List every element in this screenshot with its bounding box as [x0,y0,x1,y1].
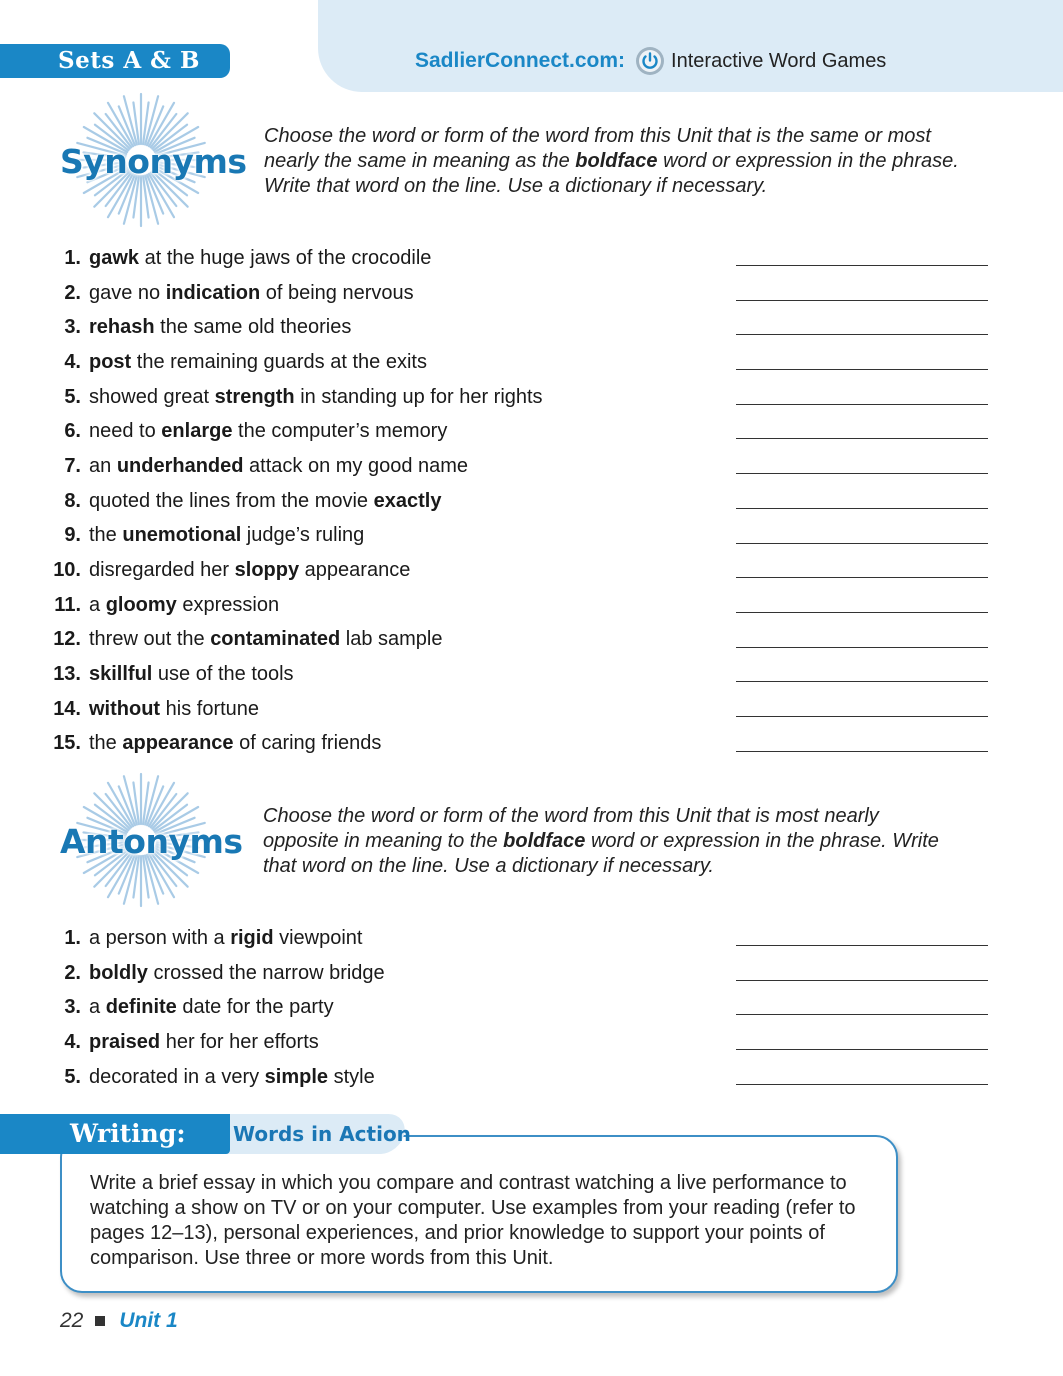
answer-line[interactable] [736,1014,988,1015]
phrase-text: at the huge jaws of the crocodile [139,246,432,269]
item-number: 7. [64,454,81,477]
item-number: 15. [53,732,81,755]
phrase-text: quoted the lines from the movie [89,489,374,512]
instructions-text: Choose the word or form of the word from this Unit that is the same or most nearly the same in meaning as the [264,125,931,172]
phrase-text: a [89,593,106,616]
boldface-word: without [89,697,161,720]
phrase-text: disregarded her [89,559,235,582]
phrase-text: of caring friends [233,732,382,755]
item-phrase [89,732,381,755]
item-number: 6. [64,420,81,443]
words-in-action-label: Words in Action [233,1122,411,1146]
item-phrase [89,420,447,443]
boldface-word: indication [165,281,261,304]
answer-line[interactable] [736,1049,988,1050]
list-item [0,1060,1063,1095]
phrase-text: threw out the [89,628,211,651]
item-number: 12. [53,628,81,651]
item-phrase [89,559,410,582]
item-number: 11. [54,593,81,616]
boldface-word: strength [214,385,295,408]
writing-prompt: Write a brief essay in which you compare and contrast watching a live performance to watching a show on TV or on your computer. Use examples from your reading (refer to pages 12–13), personal experiences, and prior knowledge to support your points of comparison. Use three or more words from this Unit. [90,1172,856,1269]
instructions-text: Choose the word or form of the word from this Unit that is most nearly opposite in meaning to the [263,805,879,852]
list-item [0,657,1063,692]
boldface-word: simple [264,1065,329,1088]
answer-line[interactable] [736,577,988,578]
phrase-text: his fortune [160,697,260,720]
phrase-text: of being nervous [260,281,414,304]
antonyms-instructions [263,804,943,879]
synonyms-instructions [264,124,984,199]
phrase-text: the [89,732,123,755]
item-number: 5. [64,1065,81,1088]
boldface-word: boldly [89,961,148,984]
item-phrase [89,628,443,651]
phrase-text: the computer’s memory [232,420,448,443]
list-item [0,414,1063,449]
answer-line[interactable] [736,438,988,439]
list-item [0,553,1063,588]
item-number: 4. [64,350,81,373]
item-phrase [89,1031,319,1054]
phrase-text: gave no [89,281,166,304]
item-number: 4. [64,1030,81,1053]
phrase-text: the same old theories [154,316,352,339]
antonyms-list [0,921,1063,1094]
phrase-text: decorated in a very [89,1065,265,1088]
writing-label: Writing: [70,1119,186,1148]
phrase-text: in standing up for her rights [294,385,543,408]
list-item [0,727,1063,762]
list-item [0,921,1063,956]
list-item [0,449,1063,484]
item-phrase [89,490,441,513]
phrase-text: date for the party [176,996,334,1019]
item-phrase [89,455,468,478]
boldface-word: enlarge [161,420,233,443]
phrase-text: a person with a [89,926,231,949]
item-number: 5. [64,385,81,408]
list-item [0,956,1063,991]
power-icon[interactable] [635,46,665,76]
item-phrase [89,962,385,985]
phrase-text: need to [89,420,162,443]
item-number: 13. [53,663,81,686]
phrase-text: the remaining guards at the exits [131,350,427,373]
site-name[interactable]: SadlierConnect.com: [415,49,626,72]
item-number: 2. [64,281,81,304]
answer-line[interactable] [736,265,988,266]
phrase-text: style [328,1065,375,1088]
answer-line[interactable] [736,369,988,370]
list-item [0,519,1063,554]
synonyms-title: Synonyms [60,142,247,181]
boldface-word: praised [89,1030,161,1053]
list-item [0,484,1063,519]
boldface-word: underhanded [116,454,244,477]
instructions-text: word or expression in the phrase. Write that word on the line. Use a dictionary if necessary. [263,830,939,877]
item-phrase [89,351,427,374]
answer-line[interactable] [736,716,988,717]
item-number: 3. [64,316,81,339]
item-number: 1. [64,926,81,949]
boldface-word: rehash [89,316,155,339]
phrase-text: lab sample [340,628,443,651]
item-number: 2. [64,961,81,984]
boldface-word: unemotional [122,524,242,547]
phrase-text: appearance [299,559,411,582]
list-item [0,241,1063,276]
answer-line[interactable] [736,334,988,335]
phrase-text: use of the tools [152,663,294,686]
phrase-text: a [89,996,106,1019]
item-phrase [89,386,543,409]
unit-label: Unit 1 [119,1309,178,1332]
instructions-text: word or expression in the phrase. Write that word on the line. Use a dictionary if necessary. [264,150,959,197]
item-phrase [89,996,334,1019]
games-link[interactable]: Interactive Word Games [671,49,887,72]
answer-line[interactable] [736,508,988,509]
answer-line[interactable] [736,612,988,613]
boldface-word: gawk [89,246,140,269]
item-phrase [89,663,294,686]
phrase-text: her for her efforts [160,1030,319,1053]
list-item [0,1025,1063,1060]
list-item [0,588,1063,623]
phrase-text: judge’s ruling [241,524,365,547]
antonyms-title: Antonyms [60,822,243,861]
boldface-word: skillful [89,663,153,686]
answer-line[interactable] [736,473,988,474]
boldface-word: exactly [373,489,442,512]
item-phrase [89,524,364,547]
answer-line[interactable] [736,945,988,946]
boldface-word: rigid [230,926,274,949]
item-phrase [89,698,259,721]
item-number: 14. [53,697,81,720]
list-item [0,623,1063,658]
list-item [0,310,1063,345]
item-phrase [89,282,414,305]
boldface-word: post [89,350,132,373]
item-phrase [89,316,351,339]
answer-line[interactable] [736,543,988,544]
boldface-word: contaminated [210,628,341,651]
list-item [0,276,1063,311]
list-item [0,692,1063,727]
boldface-word: sloppy [234,559,300,582]
item-number: 10. [53,559,81,582]
item-number: 9. [64,524,81,547]
answer-line[interactable] [736,404,988,405]
item-phrase [89,927,362,950]
instructions-bold: boldface [503,830,586,852]
page-number: 22 [60,1309,84,1332]
phrase-text: showed great [89,385,215,408]
phrase-text: an [89,454,117,477]
boldface-word: gloomy [105,593,177,616]
synonyms-list [0,241,1063,761]
answer-line[interactable] [736,300,988,301]
instructions-bold: boldface [575,150,658,172]
item-number: 1. [64,246,81,269]
boldface-word: definite [105,996,177,1019]
phrase-text: viewpoint [273,926,363,949]
list-item [0,345,1063,380]
list-item [0,380,1063,415]
item-phrase [89,594,279,617]
item-number: 8. [64,489,81,512]
header-link[interactable] [415,44,886,78]
sets-label: Sets A & B [0,44,230,78]
phrase-text: crossed the narrow bridge [147,961,385,984]
page-footer [60,1306,178,1336]
answer-line[interactable] [736,980,988,981]
answer-line[interactable] [736,647,988,648]
answer-line[interactable] [736,681,988,682]
item-number: 3. [64,996,81,1019]
phrase-text: the [89,524,123,547]
answer-line[interactable] [736,751,988,752]
answer-line[interactable] [736,1084,988,1085]
square-bullet-icon [95,1316,105,1326]
phrase-text: expression [176,593,280,616]
boldface-word: appearance [122,732,234,755]
item-phrase [89,1066,375,1089]
list-item [0,990,1063,1025]
item-phrase [89,247,431,270]
phrase-text: attack on my good name [243,454,469,477]
